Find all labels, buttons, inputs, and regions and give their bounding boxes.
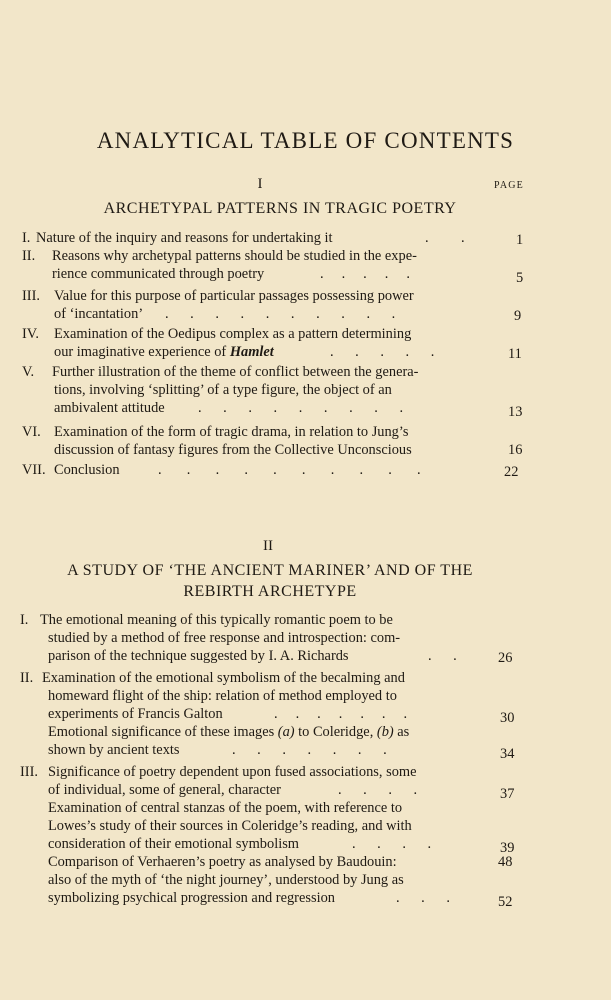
leader-dots: . . . . . xyxy=(330,344,435,360)
entry-number: III. xyxy=(20,764,38,780)
entry-number: II. xyxy=(22,248,36,264)
entry-line: Lowes’s study of their sources in Coleridge’s reading, and with xyxy=(48,818,412,834)
entry-line: Examination of the form of tragic drama, in relation to Jung’s xyxy=(54,424,409,440)
entry-line: ambivalent attitude xyxy=(54,400,165,416)
entry-line: Reasons why archetypal patterns should be studied in the expe- xyxy=(52,248,417,264)
entry-line: Conclusion xyxy=(54,462,120,478)
entry-number: III. xyxy=(22,288,40,304)
leader-dots: . . . . . . . xyxy=(274,706,408,722)
leader-dots: . . . xyxy=(396,890,450,906)
page-number: 37 xyxy=(500,786,515,802)
page-number: 39 xyxy=(500,840,515,856)
page-number: 22 xyxy=(504,464,519,480)
part-heading-2-line2: REBIRTH ARCHETYPE xyxy=(183,583,357,600)
entry-line: Significance of poetry dependent upon fused associations, some xyxy=(48,764,417,780)
part-numeral-1: I xyxy=(257,176,263,192)
entry-line: Examination of the Oedipus complex as a pattern determining xyxy=(54,326,412,342)
entry-line: experiments of Francis Galton xyxy=(48,706,223,722)
entry-line: Examination of the emotional symbolism of the becalming and xyxy=(42,670,405,686)
entry-line: shown by ancient texts xyxy=(48,742,180,758)
entry-number: VI. xyxy=(22,424,41,440)
page-number: 26 xyxy=(498,650,513,666)
leader-dots: . . . . . . . . . . xyxy=(158,462,421,478)
page-number: 11 xyxy=(508,346,522,362)
page-number: 9 xyxy=(514,308,522,324)
leader-dots: . . . . xyxy=(352,836,432,852)
page-number: 1 xyxy=(516,232,524,248)
entry-line: Further illustration of the theme of conflict between the genera- xyxy=(52,364,419,380)
page-title: ANALYTICAL TABLE OF CONTENTS xyxy=(96,128,515,153)
entry-line: tions, involving ‘splitting’ of a type figure, the object of an xyxy=(54,382,392,398)
entry-line: Value for this purpose of particular passages possessing power xyxy=(54,288,414,304)
entry-number: IV. xyxy=(22,326,39,342)
page-column-label: PAGE xyxy=(494,180,524,191)
entry-line: of individual, some of general, character xyxy=(48,782,281,798)
entry-line: studied by a method of free response and introspection: com- xyxy=(48,630,401,646)
part-numeral-2: II xyxy=(263,538,273,554)
entry-line: The emotional meaning of this typically romantic poem to be xyxy=(40,612,393,628)
leader-dots: . . xyxy=(428,648,457,664)
entry-line: our imaginative experience of Hamlet xyxy=(54,344,274,360)
page-number: 30 xyxy=(500,710,515,726)
entry-line: of ‘incantation’ xyxy=(54,306,144,322)
entry-line: parison of the technique suggested by I. A. Richards xyxy=(48,648,349,664)
entry-line: discussion of fantasy figures from the Collective Unconscious xyxy=(54,442,412,458)
entry-line: Nature of the inquiry and reasons for undertaking it xyxy=(36,230,333,246)
entry-number: VII. xyxy=(22,462,46,478)
page-number: 52 xyxy=(498,894,513,910)
leader-dots: . . xyxy=(425,230,465,246)
page-number: 34 xyxy=(500,746,515,762)
entry-line: Examination of central stanzas of the poem, with reference to xyxy=(48,800,403,816)
part-heading-2 xyxy=(20,560,520,602)
entry-line: homeward flight of the ship: relation of method employed to xyxy=(48,688,397,704)
part-heading-1: ARCHETYPAL PATTERNS IN TRAGIC POETRY xyxy=(103,200,457,217)
entry-line: also of the myth of ‘the night journey’, understood by Jung as xyxy=(48,872,404,888)
entry-line: symbolizing psychical progression and regression xyxy=(48,890,335,906)
entry-number: I. xyxy=(20,612,29,628)
page-number: 16 xyxy=(508,442,523,458)
leader-dots: . . . . . . . . . xyxy=(198,400,404,416)
entry-line: Emotional significance of these images (a) to Coleridge, (b) as xyxy=(48,724,410,740)
page-number: 5 xyxy=(516,270,524,286)
page-number: 48 xyxy=(498,854,513,870)
entry-line: rience communicated through poetry xyxy=(52,266,265,282)
leader-dots: . . . . . . . xyxy=(232,742,387,758)
part-heading-2-line1: A STUDY OF ‘THE ANCIENT MARINER’ AND OF THE xyxy=(67,562,473,579)
entry-line: consideration of their emotional symbolism xyxy=(48,836,299,852)
leader-dots: . . . . xyxy=(338,782,418,798)
entry-number: I. xyxy=(22,230,31,246)
entry-number: II. xyxy=(20,670,34,686)
leader-dots: . . . . . . . . . . xyxy=(165,306,396,322)
entry-line: Comparison of Verhaeren’s poetry as analysed by Baudouin: xyxy=(48,854,397,870)
page-number: 13 xyxy=(508,404,523,420)
entry-number: V. xyxy=(22,364,35,380)
leader-dots: . . . . . xyxy=(320,266,410,282)
